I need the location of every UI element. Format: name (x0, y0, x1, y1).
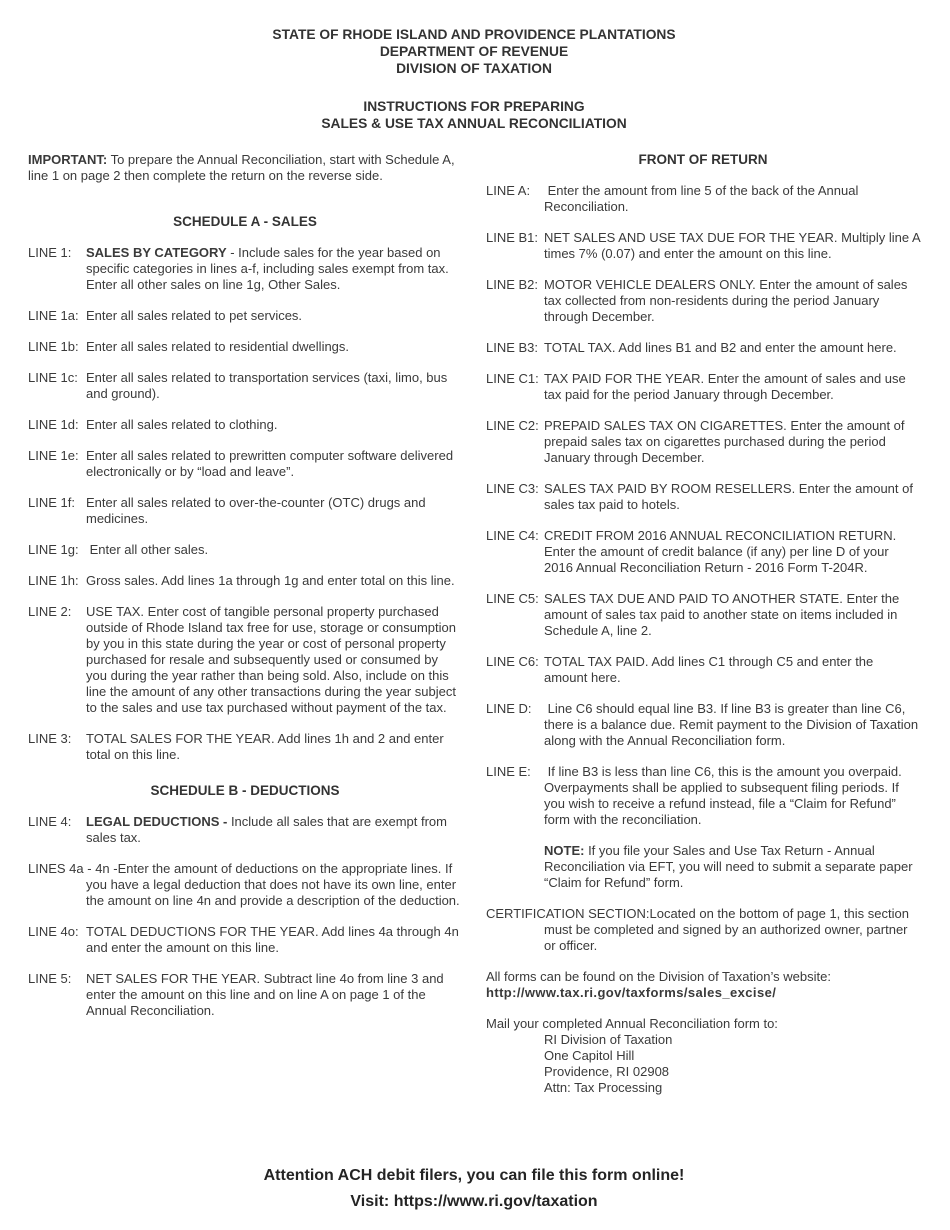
line-text: TOTAL TAX. Add lines B1 and B2 and enter the amount here. (544, 340, 897, 355)
line-label: LINE B1: (486, 230, 539, 245)
line-text: PREPAID SALES TAX ON CIGARETTES. Enter the amount of prepaid sales tax on cigarettes purchased during the period January through December. (544, 418, 905, 465)
line-label: LINE B3: (486, 340, 539, 355)
right-column (486, 152, 920, 1111)
address-line: Attn: Tax Processing (544, 1080, 663, 1095)
line-label: LINE C3: (486, 481, 539, 496)
schedule-a-items (28, 245, 462, 763)
instruction-item (28, 971, 462, 1019)
instruction-item (486, 528, 920, 576)
address-line: Providence, RI 02908 (544, 1064, 670, 1079)
line-label: LINE 1e: (28, 448, 79, 463)
line-text: MOTOR VEHICLE DEALERS ONLY. Enter the amount of sales tax collected from non-residents during the period January through December. (544, 277, 908, 324)
line-label: LINE 1b: (28, 339, 79, 354)
instruction-item (28, 861, 462, 909)
title-line-1: INSTRUCTIONS FOR PREPARING (363, 99, 585, 114)
instruction-item (486, 1016, 920, 1096)
title-line-2: SALES & USE TAX ANNUAL RECONCILIATION (321, 116, 627, 131)
line-text: If you file your Sales and Use Tax Return - Annual Reconciliation via EFT, you will need to submit a separate paper “Claim for Refund” form. (544, 843, 913, 890)
line-label: LINE C5: (486, 591, 539, 606)
line-text: Enter all sales related to clothing. (86, 417, 278, 432)
line-text: SALES TAX PAID BY ROOM RESELLERS. Enter the amount of sales tax paid to hotels. (544, 481, 913, 512)
line-label: LINE A: (486, 183, 531, 198)
front-of-return-heading: FRONT OF RETURN (638, 152, 768, 167)
line-text: TAX PAID FOR THE YEAR. Enter the amount of sales and use tax paid for the period January through December. (544, 371, 906, 402)
line-label: LINE 4o: (28, 924, 79, 939)
line-label: LINE C4: (486, 528, 539, 543)
footer-banner (28, 1163, 920, 1215)
line-text: Include all sales that are exempt from sales tax. (86, 814, 447, 845)
line-text: CREDIT FROM 2016 ANNUAL RECONCILIATION RETURN. Enter the amount of credit balance (if any) per line D of your 2016 Annual Reconciliation Return - 2016 Form T-204R. (544, 528, 897, 575)
instruction-item (486, 701, 920, 749)
schedule-b-heading: SCHEDULE B - DEDUCTIONS (150, 783, 340, 798)
line-text: Enter all sales related to over-the-counter (OTC) drugs and medicines. (86, 495, 426, 526)
instruction-item (486, 340, 920, 356)
line-text: Mail your completed Annual Reconciliation form to: (486, 1016, 778, 1031)
line-text: Enter all sales related to prewritten computer software delivered electronically or by “load and leave”. (86, 448, 454, 479)
line-text: TOTAL DEDUCTIONS FOR THE YEAR. Add lines 4a through 4n and enter the amount on this line. (86, 924, 459, 955)
instruction-item (28, 542, 462, 558)
line-label: LINE C2: (486, 418, 539, 433)
line-label: CERTIFICATION SECTION: (486, 906, 650, 921)
instruction-item (486, 764, 920, 828)
footer-line-visit: Visit: https://www.ri.gov/taxation (350, 1193, 598, 1210)
line-text: TOTAL SALES FOR THE YEAR. Add lines 1h and 2 and enter total on this line. (86, 731, 444, 762)
line-label: LINE 1a: (28, 308, 79, 323)
instruction-item (486, 591, 920, 639)
instruction-item (28, 448, 462, 480)
document-title (28, 98, 920, 132)
schedule-a-heading: SCHEDULE A - SALES (173, 214, 317, 229)
important-text: To prepare the Annual Reconciliation, start with Schedule A, line 1 on page 2 then complete the return on the reverse side. (28, 152, 455, 183)
line-text: - Include sales for the year based on specific categories in lines a-f, including sales exempt from tax. Enter all other sales on line 1g, Other Sales. (86, 245, 449, 292)
instruction-item (486, 230, 920, 262)
line-label: LINES 4a - 4n - (28, 861, 118, 876)
instruction-item (486, 277, 920, 325)
address-line: One Capitol Hill (544, 1048, 635, 1063)
instruction-item (486, 481, 920, 513)
document-header (28, 26, 920, 132)
instruction-columns (28, 152, 920, 1111)
instruction-item (486, 183, 920, 215)
line-label: LINE 1f: (28, 495, 75, 510)
line-label: LINE 1h: (28, 573, 79, 588)
line-text: NET SALES AND USE TAX DUE FOR THE YEAR. Multiply line A times 7% (0.07) and enter the amount on this line. (544, 230, 920, 261)
line-label: LINE 5: (28, 971, 72, 986)
line-label: LINE B2: (486, 277, 539, 292)
instruction-item (28, 339, 462, 355)
org-line-division: DIVISION OF TAXATION (396, 61, 552, 76)
line-label: LINE C6: (486, 654, 539, 669)
instruction-item (486, 906, 920, 954)
line-text: Enter all sales related to pet services. (86, 308, 303, 323)
line-text: TOTAL TAX PAID. Add lines C1 through C5 and enter the amount here. (544, 654, 874, 685)
instruction-item (486, 418, 920, 466)
instruction-item (28, 814, 462, 846)
instruction-item (28, 573, 462, 589)
important-note (28, 152, 462, 184)
footer-line-attention: Attention ACH debit filers, you can file this form online! (263, 1167, 685, 1184)
instruction-item (486, 843, 920, 891)
instruction-item (486, 654, 920, 686)
line-text: Enter the amount of deductions on the appropriate lines. If you have a legal deduction that does not have its own line, enter the amount on line 4n and provide a description of the deduction. (86, 861, 460, 908)
line-text: All forms can be found on the Division of Taxation’s website: (486, 969, 831, 984)
line-label: LINE 2: (28, 604, 72, 619)
schedule-b-items (28, 814, 462, 1019)
org-line-department: DEPARTMENT OF REVENUE (379, 44, 569, 59)
line-text: SALES TAX DUE AND PAID TO ANOTHER STATE. Enter the amount of sales tax paid to another state on items included in Schedule A, line 2. (544, 591, 900, 638)
instruction-item (28, 417, 462, 433)
instruction-item (28, 604, 462, 716)
front-of-return-items (486, 183, 920, 1096)
left-column (28, 152, 462, 1111)
bold-lead: LEGAL DEDUCTIONS - (86, 814, 228, 829)
line-text: Enter all sales related to residential dwellings. (86, 339, 350, 354)
instruction-item (486, 969, 920, 1001)
website-url: http://www.tax.ri.gov/taxforms/sales_excise/ (486, 985, 777, 1000)
line-text: Enter the amount from line 5 of the back of the Annual Reconciliation. (544, 183, 859, 214)
line-label: LINE 1g: (28, 542, 79, 557)
address-line: RI Division of Taxation (544, 1032, 673, 1047)
line-label: LINE 4: (28, 814, 72, 829)
instruction-item (28, 308, 462, 324)
instruction-item (28, 495, 462, 527)
line-label: LINE 3: (28, 731, 72, 746)
important-label: IMPORTANT: (28, 152, 108, 167)
line-text: If line B3 is less than line C6, this is the amount you overpaid. Overpayments shall be applied to subsequent filing periods. If you wish to receive a refund instead, file a “Claim for Refund” form with the reconciliation. (544, 764, 902, 827)
instruction-item (28, 370, 462, 402)
instruction-item (486, 371, 920, 403)
line-label: LINE 1: (28, 245, 72, 260)
line-label: LINE D: (486, 701, 532, 716)
line-label: LINE 1c: (28, 370, 78, 385)
org-line-state: STATE OF RHODE ISLAND AND PROVIDENCE PLANTATIONS (272, 27, 676, 42)
line-text: Enter all sales related to transportation services (taxi, limo, bus and ground). (86, 370, 448, 401)
line-text: Located on the bottom of page 1, this section must be completed and signed by an authorized owner, partner or officer. (544, 906, 909, 953)
instruction-item (28, 245, 462, 293)
line-label: LINE C1: (486, 371, 539, 386)
line-text: Enter all other sales. (86, 542, 209, 557)
bold-lead: SALES BY CATEGORY (86, 245, 227, 260)
line-text: USE TAX. Enter cost of tangible personal property purchased outside of Rhode Island tax free for use, storage or consumption by you in this state during the year or cost of personal property purchased for resale and subsequently used or consumed by you during the year rather than being sold. Also, include on this line the amount of any other transactions during the year subject to the sales and use tax purchased without payment of the tax. (86, 604, 456, 715)
instruction-item (28, 731, 462, 763)
line-text: NET SALES FOR THE YEAR. Subtract line 4o from line 3 and enter the amount on this line and on line A on page 1 of the Annual Reconciliation. (86, 971, 444, 1018)
line-text: Gross sales. Add lines 1a through 1g and enter total on this line. (86, 573, 455, 588)
line-label: LINE E: (486, 764, 531, 779)
line-label: LINE 1d: (28, 417, 79, 432)
bold-lead: NOTE: (544, 843, 585, 858)
instruction-item (28, 924, 462, 956)
line-text: Line C6 should equal line B3. If line B3 is greater than line C6, there is a balance due. Remit payment to the Division of Taxation along with the Annual Reconciliation form. (544, 701, 919, 748)
